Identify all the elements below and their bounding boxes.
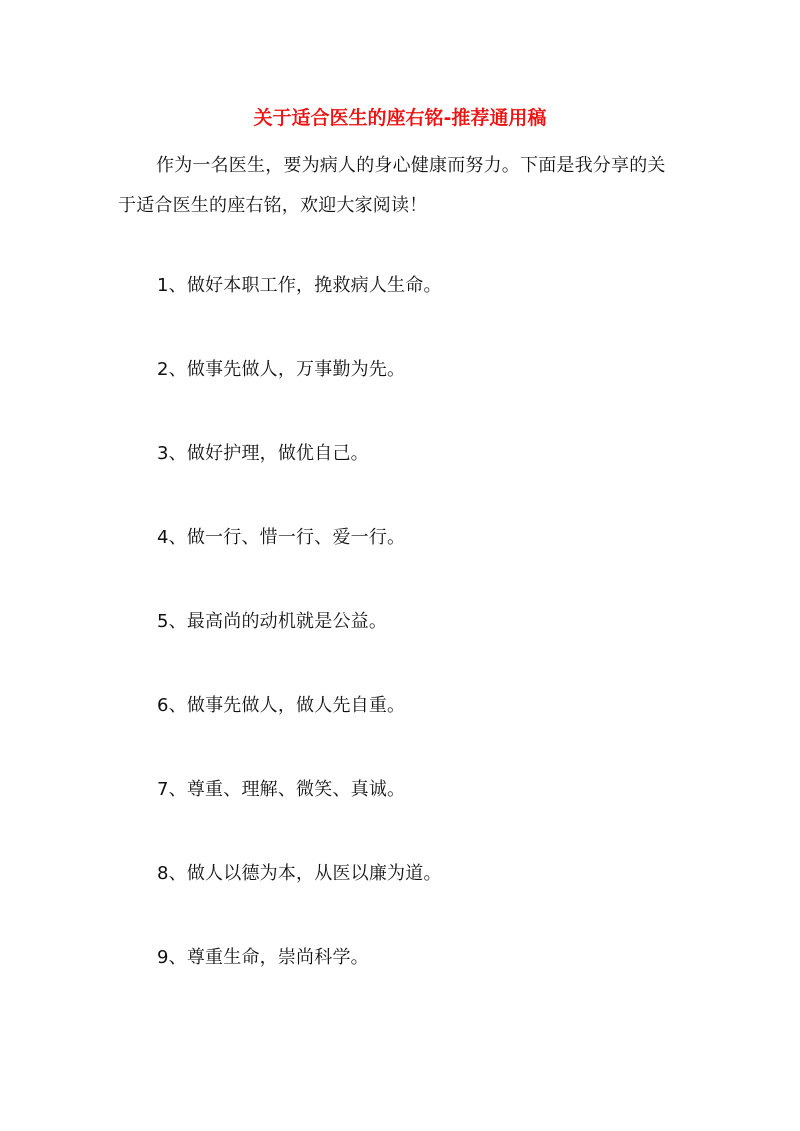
motto-item: 2、做事先做人，万事勤为先。 [157, 359, 406, 380]
motto-item: 7、尊重、理解、微笑、真诚。 [157, 779, 406, 800]
motto-item: 6、做事先做人，做人先自重。 [157, 695, 406, 716]
motto-item: 4、做一行、惜一行、爱一行。 [157, 527, 406, 548]
motto-item: 8、做人以德为本，从医以廉为道。 [157, 863, 442, 884]
motto-item: 9、尊重生命，崇尚科学。 [157, 947, 369, 968]
motto-list [157, 268, 442, 1024]
intro-paragraph: 作为一名医生，要为病人的身心健康而努力。下面是我分享的关于适合医生的座右铭，欢迎大家阅读！ [118, 155, 666, 216]
motto-item: 3、做好护理，做优自己。 [157, 443, 369, 464]
motto-item: 1、做好本职工作，挽救病人生命。 [157, 275, 442, 296]
document-title: 关于适合医生的座右铭-推荐通用稿 [253, 107, 547, 129]
motto-item: 5、最高尚的动机就是公益。 [157, 611, 388, 632]
